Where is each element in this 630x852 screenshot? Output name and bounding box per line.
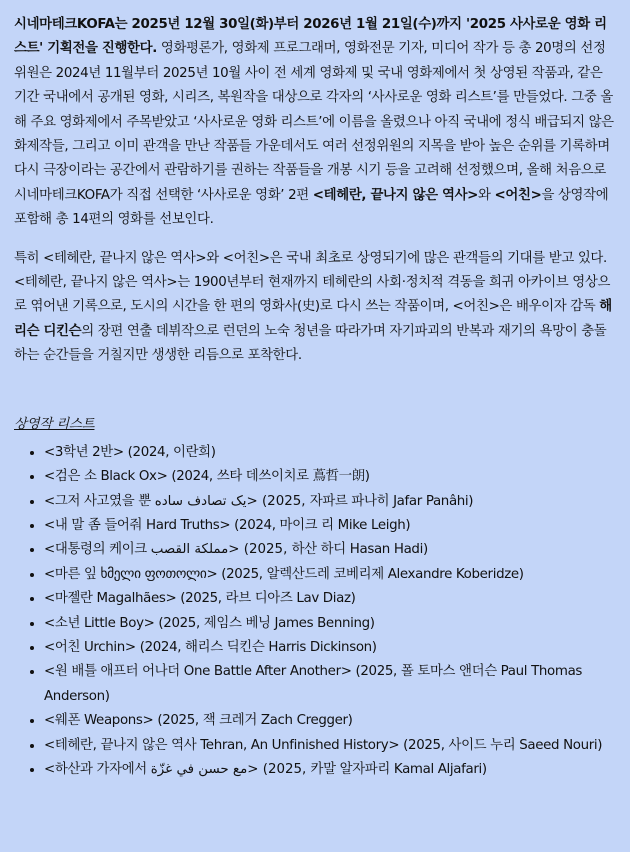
list-item: • <3학년 2반> (2024, 이란희): [44, 441, 616, 465]
list-item: • <그저 사고였을 뿐 یک تصادف ساده> (2025, 자파르 파나히 Jafar Panâhi): [44, 490, 616, 514]
screening-list-heading: 상영작 리스트: [14, 416, 95, 432]
intro-paragraph-2: [14, 247, 616, 369]
list-item: • <마른 잎 ხმელი ფოთოლი> (2025, 알렉산드레 코베리제 Alexandre Koberidze): [44, 563, 616, 587]
text-run: 의 장편 연출 데뷔작으로 런던의 노숙 청년을 따라가며 자기파괴의 반복과 재기의 욕망이 충돌하는 순간들을 거칠지만 생생한 리듬으로 포착한다.: [14, 323, 607, 364]
text-run: 와: [478, 187, 495, 203]
intro-paragraph-1: [14, 13, 616, 233]
list-item: • <원 배틀 애프터 어나더 One Battle After Another> (2025, 폴 토마스 앤더슨 Paul Thomas Anderson): [44, 660, 616, 709]
list-item: • <대통령의 케이크 مملكة القصب> (2025, 하산 하디 Hasan Hadi): [44, 538, 616, 562]
text-run: 을 상영작에 포함해 총 14편의 영화를 선보인다.: [14, 187, 609, 228]
list-item: • <검은 소 Black Ox> (2024, 쓰타 데쓰이치로 蔦哲一朗): [44, 465, 616, 489]
screening-list: [14, 441, 616, 783]
bold-text: <테헤란, 끝나지 않은 역사>: [312, 187, 479, 203]
bold-text: <어친>: [494, 187, 542, 203]
list-item: • <웨폰 Weapons> (2025, 잭 크레거 Zach Cregger): [44, 709, 616, 733]
bold-text: 시네마테크KOFA는 2025년 12월 30일(화)부터 2026년 1월 21일(수)까지 '2025 사사로운 영화 리스트' 기획전을 진행한다.: [14, 17, 607, 57]
list-item: • <어친 Urchin> (2024, 해리스 딕킨슨 Harris Dickinson): [44, 636, 616, 660]
list-item: • <마젤란 Magalhães> (2025, 라브 디아즈 Lav Diaz): [44, 587, 616, 611]
bold-text: 해리슨 디킨슨: [14, 299, 612, 339]
text-run: 특히 <테헤란, 끝나지 않은 역사>와 <어친>은 국내 최초로 상영되기에 많은 관객들의 기대를 받고 있다. <테헤란, 끝나지 않은 역사>는 1900년부터 현재까지 테헤란의 사회·정치적 격동을 희귀 아카이브 영상으로 엮어낸 기록으로, 도시의 시간을 한 편의 영화사(史)로 다시 쓰는 작품이며, <어친>은 배우이자 감독: [14, 250, 611, 315]
text-run: 영화평론가, 영화제 프로그래머, 영화전문 기자, 미디어 작가 등 총 20명의 선정위원은 2024년 11월부터 2025년 10월 사이 전 세계 영화제 및 국내 영화제에서 첫 상영된 작품과, 같은 기간 국내에서 공개된 영화, 시리즈, 복원작을 대상으로 각자의 ‘사사로운 영화 리스트’를 만들었다. 그중 올해 주요 영화제에서 주목받았고 ‘사사로운 영화 리스트’에 이름을 올렸으나 아직 국내에 정식 배급되지 않은 화제작들, 그리고 이미 관객을 만난 작품들 가운데서도 여러 선정위원의 지목을 받아 높은 순위를 기록하며 다시 극장이라는 공간에서 관람하기를 권하는 작품들을 개봉 시기 등을 고려해 선정했으며, 올해 처음으로 시네마테크KOFA가 직접 선택한 ‘사사로운 영화’ 2편: [14, 41, 614, 203]
list-item: • <테헤란, 끝나지 않은 역사 Tehran, An Unfinished History> (2025, 사이드 누리 Saeed Nouri): [44, 734, 616, 758]
list-item: • <소년 Little Boy> (2025, 제임스 베닝 James Benning): [44, 612, 616, 636]
list-item: • <하산과 가자에서 مع حسن في غزّة> (2025, 카말 알자파리 Kamal Aljafari): [44, 758, 616, 782]
list-item: • <내 말 좀 들어줘 Hard Truths> (2024, 마이크 리 Mike Leigh): [44, 514, 616, 538]
